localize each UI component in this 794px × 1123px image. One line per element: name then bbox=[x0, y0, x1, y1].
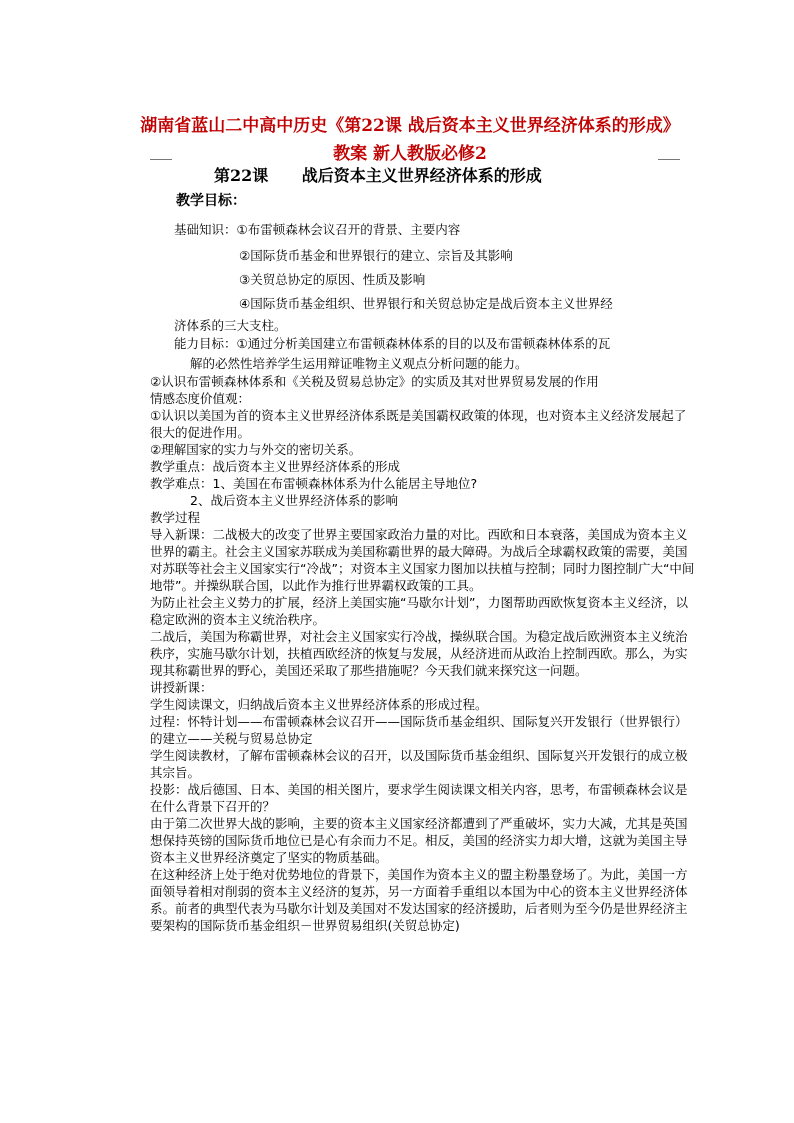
paragraph: ②理解国家的实力与外交的密切关系。 bbox=[150, 442, 362, 457]
paragraph: 投影：战后德国、日本、美国的相关图片，要求学生阅读课文相关内容，思考，布雷顿森林会议是在什么背景下召开的？ bbox=[150, 782, 688, 814]
ability-line-1: 能力目标：①通过分析美国建立布雷顿森林体系的目的以及布雷顿森林体系的瓦 bbox=[174, 336, 611, 351]
basic-knowledge-line-1: 基础知识：①布雷顿森林会议召开的背景、主要内容 bbox=[174, 222, 461, 237]
basic-knowledge-line-2: ②国际货币基金和世界银行的建立、宗旨及其影响 bbox=[239, 248, 513, 263]
paragraph: 导入新课：二战极大的改变了世界主要国家政治力量的对比。西欧和日本衰落，美国成为资本主义世界的霸主。社会主义国家苏联成为美国称霸世界的最大障碍。为战后全球霸权政策的需要，美国对苏联等社会主义国家实行“冷战”；对资本主义国家力图加以扶植与控制；同时力图控制广大“中间地带”。并操纵联合国，以此作为推行世界霸权政策的工具。 bbox=[150, 527, 695, 593]
basic-knowledge-line-4a: ④国际货币基金组织、世界银行和关贸总协定是战后资本主义世界经 bbox=[239, 296, 613, 311]
header-rule-right bbox=[658, 159, 680, 160]
lesson-heading: 第22课 战后资本主义世界经济体系的形成 bbox=[214, 166, 542, 185]
basic-knowledge-line-3: ③关贸总协定的原因、性质及影响 bbox=[239, 272, 426, 287]
paragraph: 教学难点：1、美国在布雷顿森林体系为什么能居主导地位? bbox=[150, 476, 478, 491]
paragraph: ②认识布雷顿森林体系和《关税及贸易总协定》的实质及其对世界贸易发展的作用 bbox=[150, 374, 599, 389]
paragraph: 教学重点：战后资本主义世界经济体系的形成 bbox=[150, 459, 401, 474]
ability-line-2: 解的必然性培养学生运用辩证唯物主义观点分析问题的能力。 bbox=[190, 356, 528, 371]
basic-knowledge-line-4b: 济体系的三大支柱。 bbox=[174, 318, 287, 333]
paragraph: 情感态度价值观： bbox=[150, 391, 251, 406]
paragraph: 为防止社会主义势力的扩展，经济上美国实施“马歇尔计划”，力图帮助西欧恢复资本主义经济，以稳定欧洲的资本主义统治秩序。 bbox=[150, 595, 688, 627]
paragraph: 二战后，美国为称霸世界，对社会主义国家实行冷战，操纵联合国。为稳定战后欧洲资本主义统治秩序，实施马歇尔计划，扶植西欧经济的恢复与发展，从经济进而从政治上控制西欧。那么，为实现其称霸世界的野心，美国还采取了那些措施呢？今天我们就来探究这一问题。 bbox=[150, 629, 688, 678]
lesson-body bbox=[150, 373, 698, 934]
document-title: 湖南省蓝山二中高中历史《第22课 战后资本主义世界经济体系的形成》教案 新人教版必修2 bbox=[140, 116, 680, 164]
paragraph: 教学过程 bbox=[150, 510, 201, 525]
paragraph: 在这种经济上处于绝对优势地位的背景下，美国作为资本主义的盟主粉墨登场了。为此，美国一方面领导着相对削弱的资本主义经济的复苏，另一方面着手重组以本国为中心的资本主义世界经济体系。前者的典型代表为马歇尔计划及美国对不发达国家的经济援助，后者则为至今仍是世界经济主要架构的国际货币基金组织－世界贸易组织(关贸总协定) bbox=[150, 867, 688, 933]
paragraph: 过程：怀特计划——布雷顿森林会议召开——国际货币基金组织、国际复兴开发银行（世界银行）的建立——关税与贸易总协定 bbox=[150, 714, 688, 746]
paragraph: 2、战后资本主义世界经济体系的影响 bbox=[190, 493, 398, 508]
paragraph: 讲授新课： bbox=[150, 680, 213, 695]
paragraph: 由于第二次世界大战的影响，主要的资本主义国家经济都遭到了严重破坏，实力大减，尤其是英国想保持英镑的国际货币地位已是心有余而力不足。相反，美国的经济实力却大增，这就为美国主导资本主义世界经济奠定了坚实的物质基础。 bbox=[150, 816, 688, 865]
header-rule-left bbox=[150, 159, 172, 160]
paragraph: 学生阅读课文，归纳战后资本主义世界经济体系的形成过程。 bbox=[150, 697, 488, 712]
objectives-image bbox=[150, 184, 660, 372]
paragraph: 学生阅读教材，了解布雷顿森林会议的召开，以及国际货币基金组织、国际复兴开发银行的成立极其宗旨。 bbox=[150, 748, 688, 780]
objectives-title: 教学目标： bbox=[176, 193, 246, 209]
paragraph: ①认识以美国为首的资本主义世界经济体系既是美国霸权政策的体现，也对资本主义经济发展起了很大的促进作用。 bbox=[150, 408, 687, 440]
